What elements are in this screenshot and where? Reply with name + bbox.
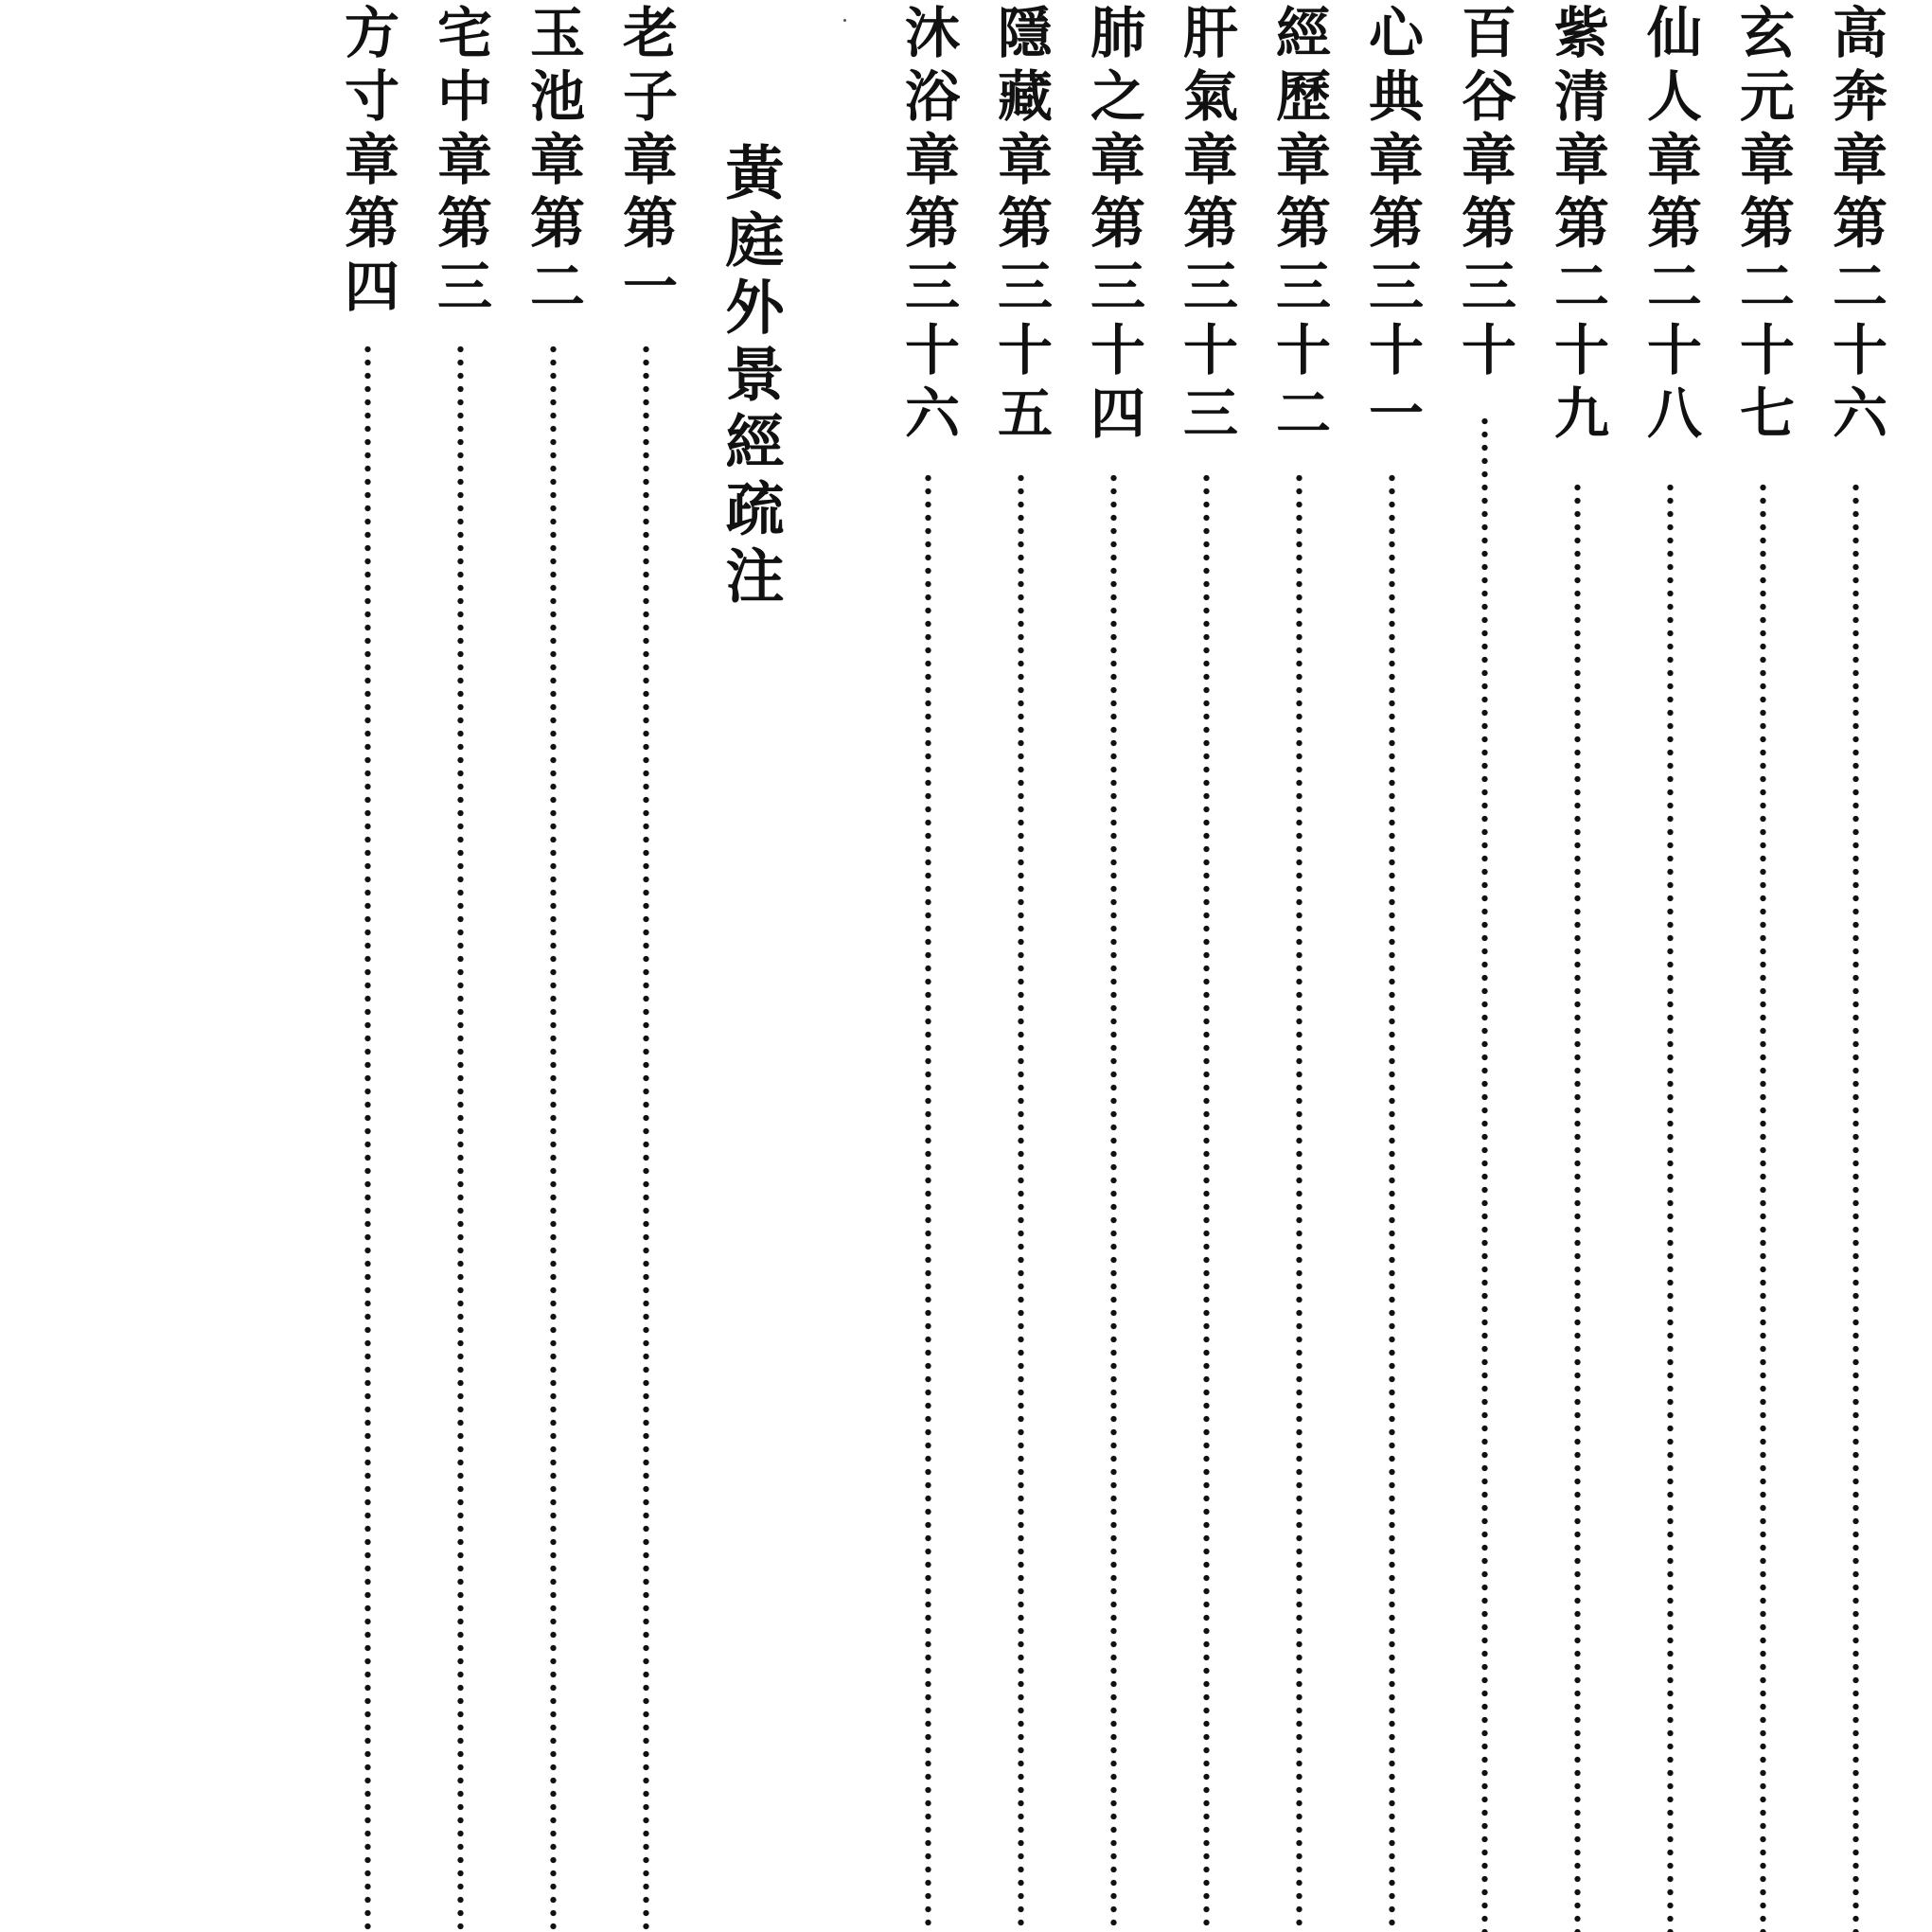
toc-entry-title: 宅中章第三 <box>428 4 492 321</box>
toc-entry[interactable] <box>334 0 400 1932</box>
toc-dot-leader <box>1203 471 1210 1932</box>
toc-entry[interactable] <box>895 0 961 1932</box>
toc-entry[interactable] <box>612 0 679 1932</box>
toc-dot-leader <box>364 343 371 1932</box>
toc-entry-title: 紫清章第二十九 <box>1545 4 1609 448</box>
toc-entry-title: 隱藏章第三十五 <box>988 4 1053 448</box>
toc-entry-title: 玄元章第二十七 <box>1730 4 1795 448</box>
toc-entry[interactable] <box>1451 0 1517 1932</box>
toc-dot-leader <box>925 471 931 1932</box>
toc-entry[interactable] <box>1080 0 1146 1932</box>
toc-entry[interactable] <box>1544 0 1610 1932</box>
toc-entry-title: 心典章第三十一 <box>1359 4 1424 448</box>
toc-dot-leader <box>1296 471 1303 1932</box>
toc-entry-title: 仙人章第二十八 <box>1638 4 1702 448</box>
toc-entry-title: 高奔章第二十六 <box>1823 4 1888 448</box>
toc-dot-leader <box>1110 471 1117 1932</box>
toc-dot-leader <box>550 343 557 1932</box>
toc-entry-title: 百谷章第三十 <box>1452 4 1516 384</box>
toc-dot-leader <box>1667 481 1674 1932</box>
toc-dot-leader <box>1481 415 1488 1932</box>
toc-entry-title: 肺之章第三十四 <box>1081 4 1145 448</box>
print-speck <box>843 19 846 22</box>
toc-entry-title: 沐浴章第三十六 <box>895 4 960 448</box>
toc-dot-leader <box>1574 481 1581 1932</box>
toc-dot-leader <box>457 343 464 1932</box>
toc-dot-leader <box>1852 481 1859 1932</box>
toc-entry[interactable] <box>1729 0 1796 1932</box>
section-heading: 黃庭外景經疏注 <box>716 142 785 612</box>
toc-entry[interactable] <box>427 0 493 1932</box>
toc-entry[interactable] <box>1358 0 1425 1932</box>
toc-entry[interactable] <box>1266 0 1332 1932</box>
toc-entry[interactable] <box>1822 0 1888 1932</box>
toc-dot-leader <box>643 343 649 1932</box>
toc-entry-title: 肝氣章第三十三 <box>1174 4 1238 448</box>
toc-entry-title: 老子章第一 <box>613 4 678 321</box>
toc-entry[interactable] <box>1637 0 1703 1932</box>
toc-entry-title: 方寸章第四 <box>335 4 399 321</box>
toc-entry-title: 經歷章第三十二 <box>1267 4 1331 448</box>
toc-entry-title: 玉池章第二 <box>521 4 585 321</box>
toc-dot-leader <box>1018 471 1024 1932</box>
toc-entry[interactable] <box>520 0 586 1932</box>
toc-entry[interactable] <box>987 0 1054 1932</box>
toc-entry[interactable] <box>1173 0 1239 1932</box>
toc-dot-leader <box>1760 481 1766 1932</box>
toc-dot-leader <box>1389 471 1395 1932</box>
